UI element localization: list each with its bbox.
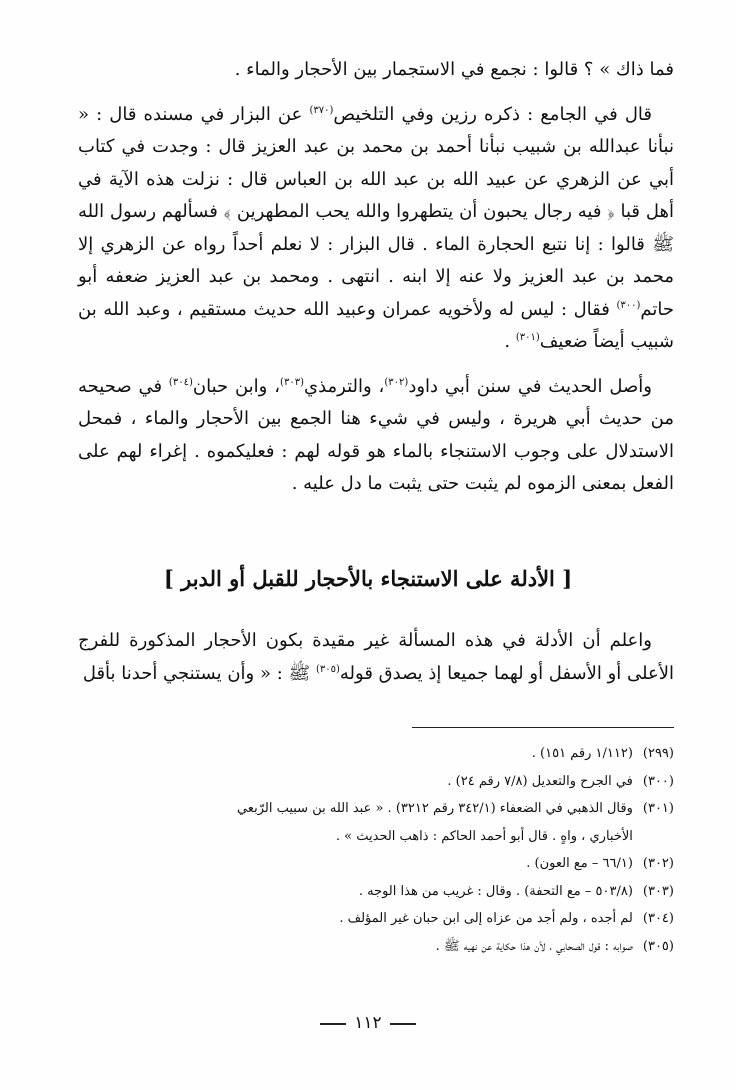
footnote-ref-300: (٣٠٠) xyxy=(616,299,641,311)
footnotes xyxy=(215,740,674,960)
footnote-ref-370: (٣٧٠) xyxy=(309,104,334,116)
page-number: ١١٢ xyxy=(0,1013,736,1033)
paragraph-1: فما ذاك » ؟ قالوا : نجمع في الاستجمار بين الأحجار والماء . xyxy=(234,59,674,80)
footnote-ref-304: (٣٠٤) xyxy=(168,376,193,388)
footnote-299: (٢٩٩) (١/١١٢ رقم ١٥١) . xyxy=(531,746,674,761)
footnote-ref-301: (٣٠١) xyxy=(515,332,540,343)
footnote-305: (٣٠٥) صوابه : قول الصحابي ، لأن هذا حكاية عن نهيه ﷺ . xyxy=(435,938,674,954)
footnote-ref-303: (٣٠٣) xyxy=(280,376,304,388)
paragraph-3: وأصل الحديث في سنن أبي داود$^{(٣٠٢)}$، والترمذي$^{(٣٠٣)}$، وابن حبان$^{(٣٠٤)}$ في صحيحه من حديث أبي هريرة ، وليس في شيء هنا الجمع بين الأحجار والماء ، فمحل الاستدلال على وجوب الاستنجاء بالماء هو قوله لهم : فعليكموه . إغراء لهم على الفعل بمعنى الزموه لم يثبت حتى يثبت ما دل عليه . xyxy=(78,375,674,494)
footnote-300: (٣٠٠) في الجرح والتعديل (٧/٨ رقم ٢٤) . xyxy=(447,773,674,789)
section-heading: [ الأدلة على الاستنجاء بالأحجار للقبل أو الدبر ] xyxy=(163,566,573,591)
paragraph-2: قال في الجامع : ذكره رزين وفي التلخيص$^{(٣٧٠)}$ عن البزار في مسنده قال : « نبأنا عبدالله بن شبيب نبأنا أحمد بن محمد بن عبد العزيز قال : وجدت في كتاب أبي عن الزهري عن عبيد الله بن عبد الله بن العباس قال : نزلت هذه الآية في أهل قبا ﴿ فيه رجال يحبون أن يتطهروا والله يحب المطهرين ﴾ فسألهم رسول الله ﷺ قالوا : إنا نتبع الحجارة الماء . قال البزار : لا نعلم أحداً رواه عن الزهري إلا محمد بن عبد العزيز ولا عنه إلا ابنه . انتهى . ومحمد بن عبد العزيز ضعفه أبو حاتم$^{(٣٠٠)}$ فقال : ليس له ولأخويه عمران وعبيد الله حديث مستقيم ، وعبد الله بن شبيب أيضاً ضعيف$^{(٣٠١)}$ . xyxy=(78,103,674,352)
footnote-ref-305: (٣٠٥) xyxy=(315,663,340,675)
footnote-303: (٣٠٣) (٥٠٣/٨ – مع التحفة) . وقال : غريب من هذا الوجه . xyxy=(358,883,674,899)
footnote-302: (٣٠٢) (٦٦/١ – مع العون) . xyxy=(526,856,674,871)
footnote-ref-302: (٣٠٢) xyxy=(384,376,409,388)
paragraph-4: واعلم أن الأدلة في هذه المسألة غير مقيدة بكون الأحجار المذكورة للفرج الأعلى أو الأسفل أو لهما جميعا إذ يصدق قوله$^{(٣٠٥)}$ ﷺ : « وأن يستنجي أحدنا بأقل xyxy=(78,630,674,684)
footnote-separator xyxy=(412,727,674,728)
footnote-304: (٣٠٤) لم أجده ، ولم أجد من عزاه إلى ابن حبان غير المؤلف . xyxy=(339,911,674,926)
footnote-301: (٣٠١) وقال الذهبي في الضعفاء (٣٤٢/١ رقم ٣٢١٢) . « عبد الله بن سبيب الرّبعي الأخباري ، واهٍ . قال أبو أحمد الحاكم : ذاهب الحديث » . xyxy=(236,801,674,844)
main-text-after-heading xyxy=(78,625,674,690)
main-text xyxy=(78,54,674,501)
